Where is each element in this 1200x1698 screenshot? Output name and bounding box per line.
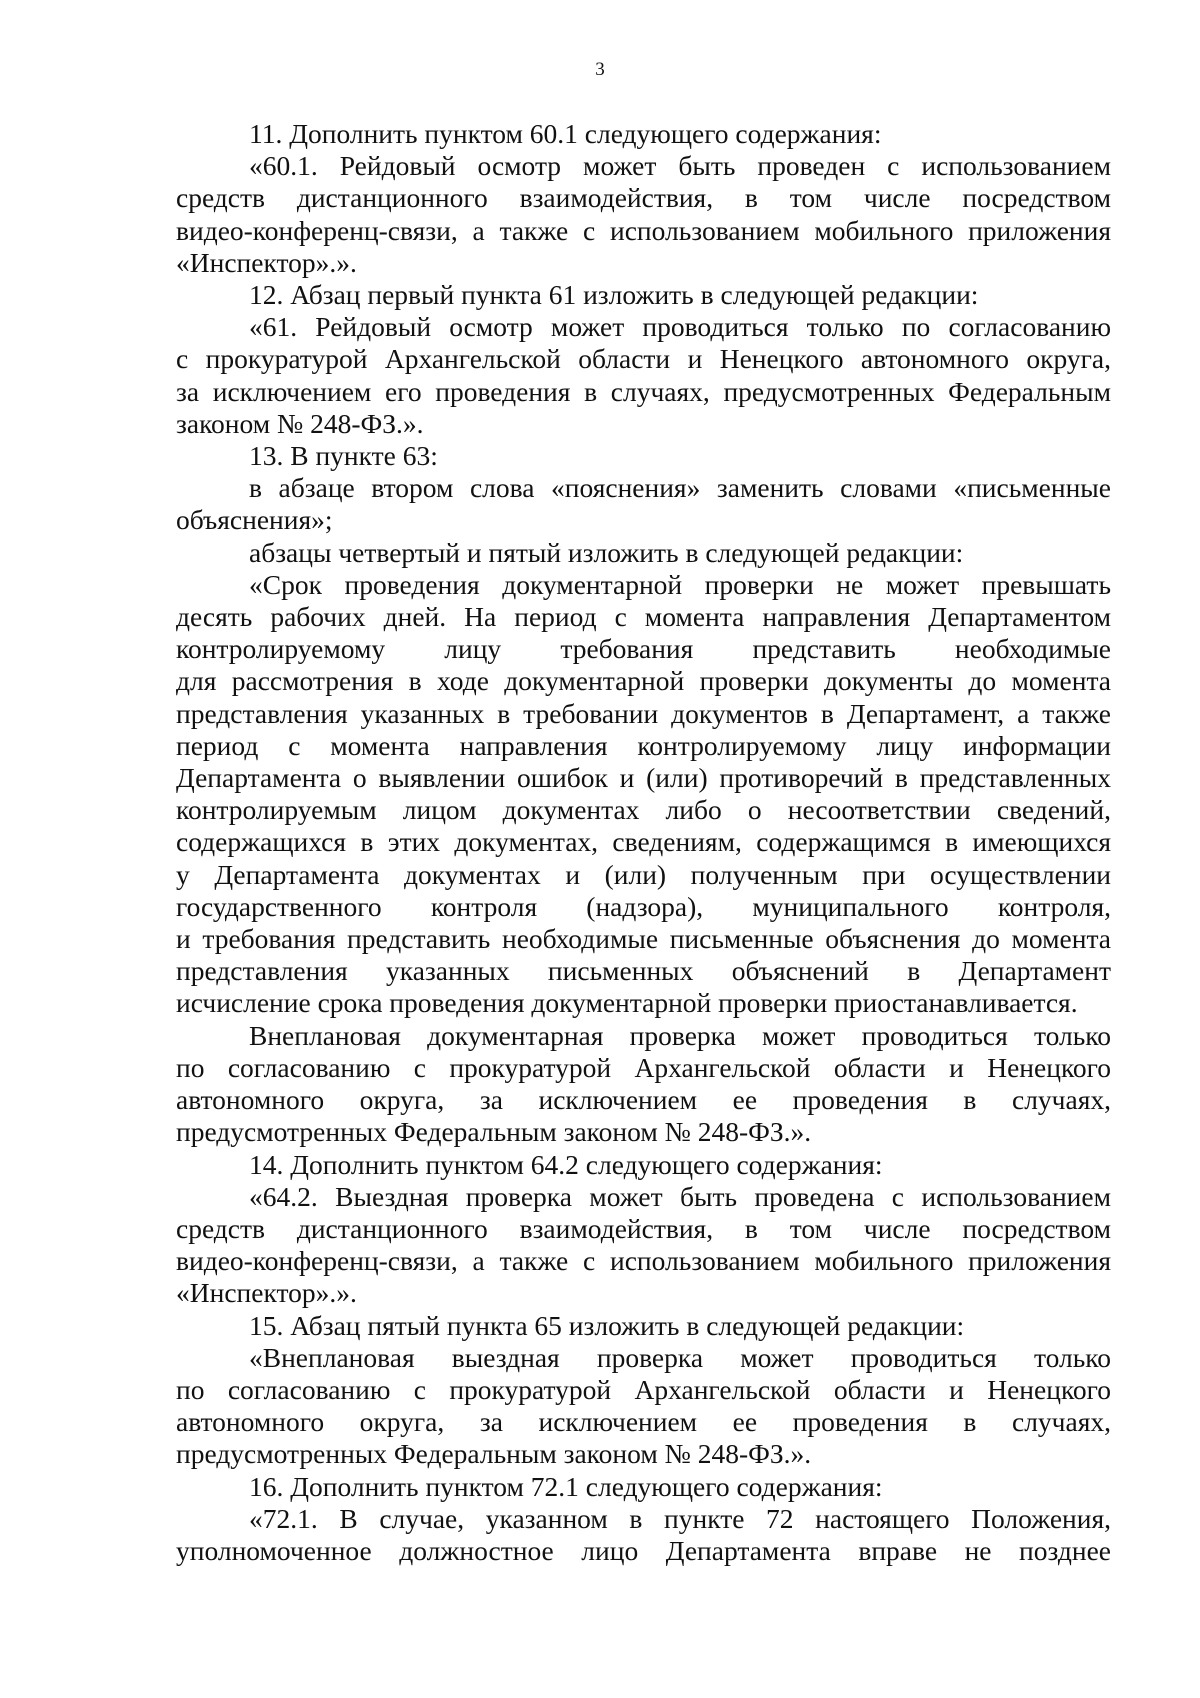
- text-line: Департамента о выявлении ошибок и (или) противоречий в представленных: [176, 762, 1111, 794]
- text-line: видео-конференц-связи, а также с использованием мобильного приложения: [176, 214, 1111, 246]
- text-line: автономного округа, за исключением ее проведения в случаях,: [176, 1406, 1111, 1438]
- text-line: период с момента направления контролируемому лицу информации: [176, 729, 1111, 761]
- text-line: по согласованию с прокуратурой Архангельской области и Ненецкого: [176, 1051, 1111, 1083]
- text-line: контролируемым лицом документах либо о несоответствии сведений,: [176, 794, 1111, 826]
- text-line: предусмотренных Федеральным законом № 248-ФЗ.».: [176, 1116, 812, 1148]
- text-line: 14. Дополнить пунктом 64.2 следующего содержания:: [249, 1148, 883, 1180]
- text-line: 12. Абзац первый пункта 61 изложить в следующей редакции:: [249, 279, 979, 311]
- text-line: у Департамента документах и (или) полученным при осуществлении: [176, 858, 1111, 890]
- text-line: «Инспектор».».: [176, 246, 357, 278]
- text-line: для рассмотрения в ходе документарной проверки документы до момента: [176, 665, 1111, 697]
- text-line: объяснения»;: [176, 504, 333, 536]
- text-line: содержащихся в этих документах, сведениям, содержащимся в имеющихся: [176, 826, 1111, 858]
- text-line: десять рабочих дней. На период с момента направления Департаментом: [176, 601, 1111, 633]
- text-line: «64.2. Выездная проверка может быть проведена с использованием: [249, 1180, 1111, 1212]
- text-line: Внеплановая документарная проверка может проводиться только: [249, 1019, 1111, 1051]
- text-line: 13. В пункте 63:: [249, 440, 438, 472]
- text-line: 11. Дополнить пунктом 60.1 следующего содержания:: [249, 118, 882, 149]
- text-line: абзацы четвертый и пятый изложить в следующей редакции:: [249, 536, 964, 568]
- text-line: представления указанных письменных объяснений в Департамент: [176, 955, 1111, 987]
- text-line: контролируемому лицу требования представить необходимые: [176, 633, 1111, 665]
- text-line: 15. Абзац пятый пункта 65 изложить в следующей редакции:: [249, 1309, 965, 1341]
- text-line: в абзаце втором слова «пояснения» заменить словами «письменные: [249, 472, 1111, 504]
- text-line: «72.1. В случае, указанном в пункте 72 настоящего Положения,: [249, 1502, 1111, 1534]
- text-line: «Срок проведения документарной проверки не может превышать: [249, 568, 1111, 600]
- text-line: «Инспектор».».: [176, 1277, 357, 1309]
- text-line: представления указанных в требовании документов в Департамент, а также: [176, 697, 1111, 729]
- text-line: «Внеплановая выездная проверка может проводиться только: [249, 1341, 1111, 1373]
- text-line: автономного округа, за исключением ее проведения в случаях,: [176, 1084, 1111, 1116]
- text-line: и требования представить необходимые письменные объяснения до момента: [176, 923, 1111, 955]
- text-line: средств дистанционного взаимодействия, в том числе посредством: [176, 1212, 1111, 1244]
- text-line: законом № 248-ФЗ.».: [176, 407, 424, 439]
- page-number: 3: [595, 59, 605, 80]
- text-line: «60.1. Рейдовый осмотр может быть проведен с использованием: [249, 150, 1111, 182]
- text-line: видео-конференц-связи, а также с использованием мобильного приложения: [176, 1245, 1111, 1277]
- text-line: «61. Рейдовый осмотр может проводиться только по согласованию: [249, 311, 1111, 343]
- text-line: государственного контроля (надзора), муниципального контроля,: [176, 890, 1111, 922]
- text-line: с прокуратурой Архангельской области и Ненецкого автономного округа,: [176, 343, 1111, 375]
- text-line: средств дистанционного взаимодействия, в том числе посредством: [176, 182, 1111, 214]
- text-line: за исключением его проведения в случаях, предусмотренных Федеральным: [176, 375, 1111, 407]
- text-line: 16. Дополнить пунктом 72.1 следующего содержания:: [249, 1470, 883, 1502]
- text-line: по согласованию с прокуратурой Архангельской области и Ненецкого: [176, 1373, 1111, 1405]
- text-line: предусмотренных Федеральным законом № 248-ФЗ.».: [176, 1438, 812, 1470]
- document-body: [176, 118, 1111, 1567]
- text-line: уполномоченное должностное лицо Департамента вправе не позднее: [176, 1534, 1111, 1566]
- text-line: исчисление срока проведения документарной проверки приостанавливается.: [176, 987, 1078, 1019]
